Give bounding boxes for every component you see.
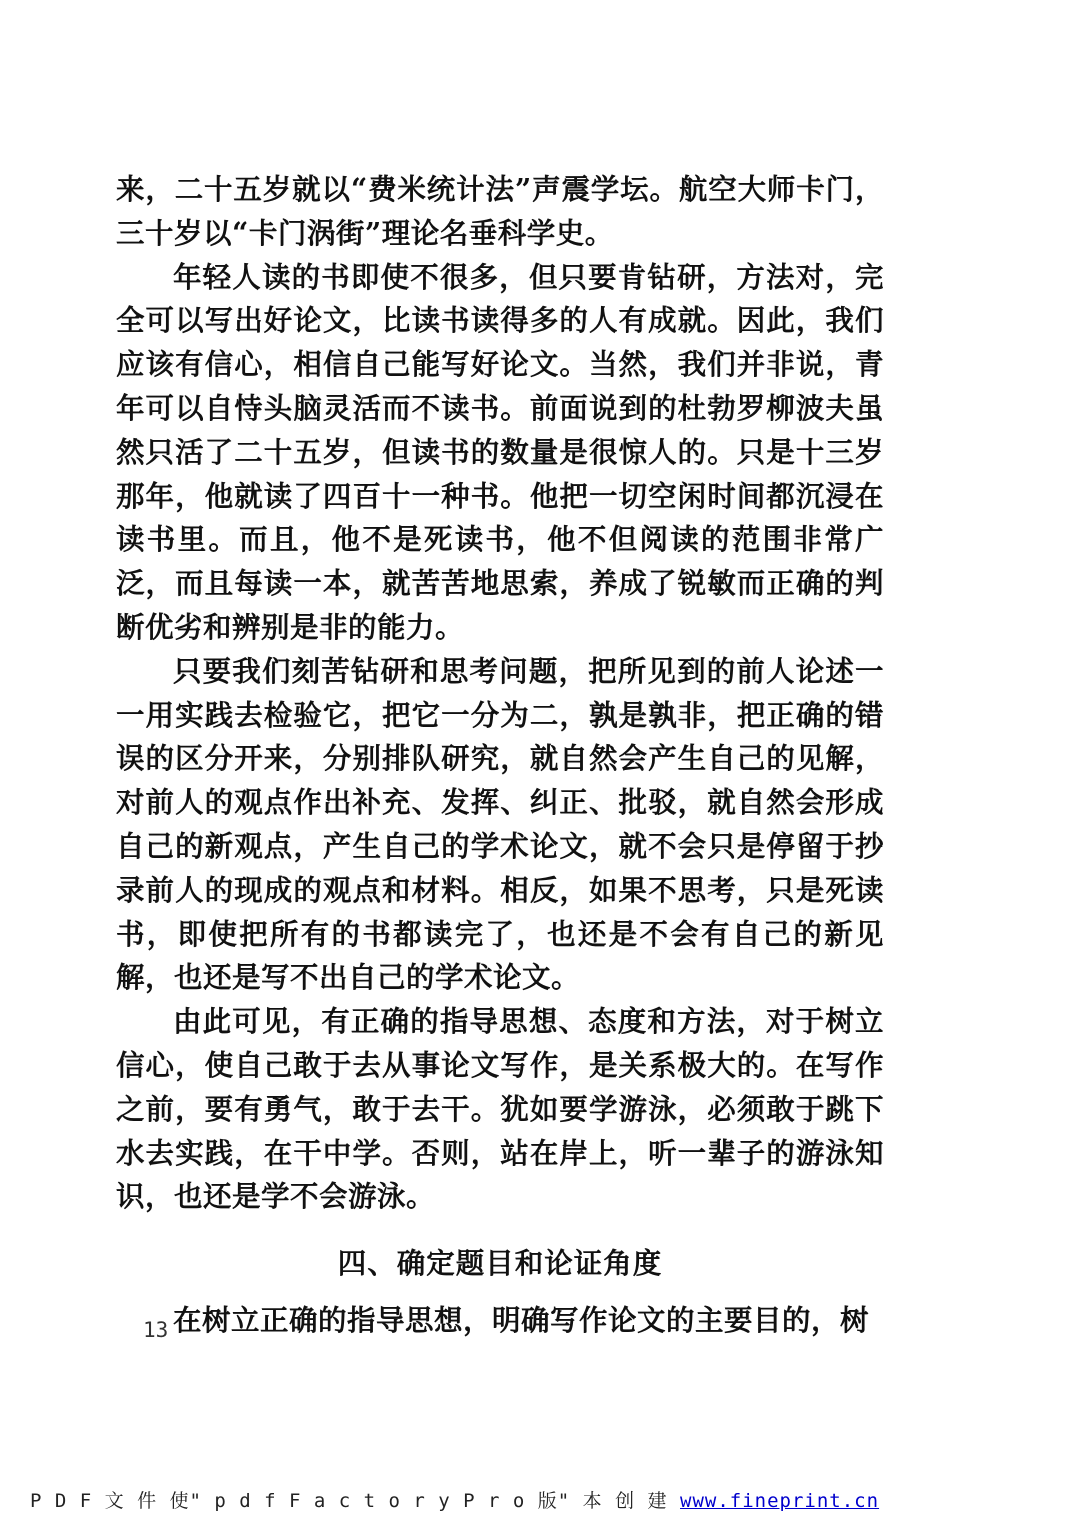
footer-watermark-text: P D F 文 件 使" p d f F a c t o r y P r o 版" 本 创 建 (30, 1490, 668, 1512)
closing-paragraph: 在树立正确的指导思想，明确写作论文的主要目的，树 (173, 1303, 870, 1338)
paragraph-2: 年轻人读的书即使不很多，但只要肯钻研，方法对，完全可以写出好论文，比读书读得多的人有成就。因此，我们应该有信心，相信自己能写好论文。当然，我们并非说，青年可以自恃头脑灵活而不读书。前面说到的杜勃罗柳波夫虽然只活了二十五岁，但读书的数量是很惊人的。只是十三岁那年，他就读了四百十一种书。他把一切空闲时间都沉浸在读书里。而且，他不是死读书，他不但阅读的范围非常广泛，而且每读一本，就苦苦地思索，养成了锐敏而正确的判断优劣和辨别是非的能力。 (116, 259, 884, 644)
pdf-footer (30, 1486, 879, 1513)
paragraph-4: 由此可见，有正确的指导思想、态度和方法，对于树立信心，使自己敢于去从事论文写作，是关系极大的。在写作之前，要有勇气，敢于去干。犹如要学游泳，必须敢于跳下水去实践，在干中学。否则，站在岸上，听一辈子的游泳知识，也还是学不会游泳。 (116, 1004, 884, 1214)
paragraph-1: 来，二十五岁就以“费米统计法”声震学坛。航空大师卡门，三十岁以“卡门涡街”理论名垂科学史。 (116, 172, 884, 250)
paragraph-3: 只要我们刻苦钻研和思考问题，把所见到的前人论述一一用实践去检验它，把它一分为二，孰是孰非，把正确的错误的区分开来，分别排队研究，就自然会产生自己的见解，对前人的观点作出补充、发挥、纠正、批驳，就自然会形成自己的新观点，产生自己的学术论文，就不会只是停留于抄录前人的现成的观点和材料。相反，如果不思考，只是死读书，即使把所有的书都读完了，也还是不会有自己的新见解，也还是写不出自己的学术论文。 (116, 653, 884, 995)
page-number: 13 (143, 1318, 169, 1342)
section-heading: 四、确定题目和论证角度 (337, 1246, 663, 1281)
body-text (116, 168, 884, 1343)
footer-link[interactable]: www.fineprint.cn (680, 1490, 880, 1512)
